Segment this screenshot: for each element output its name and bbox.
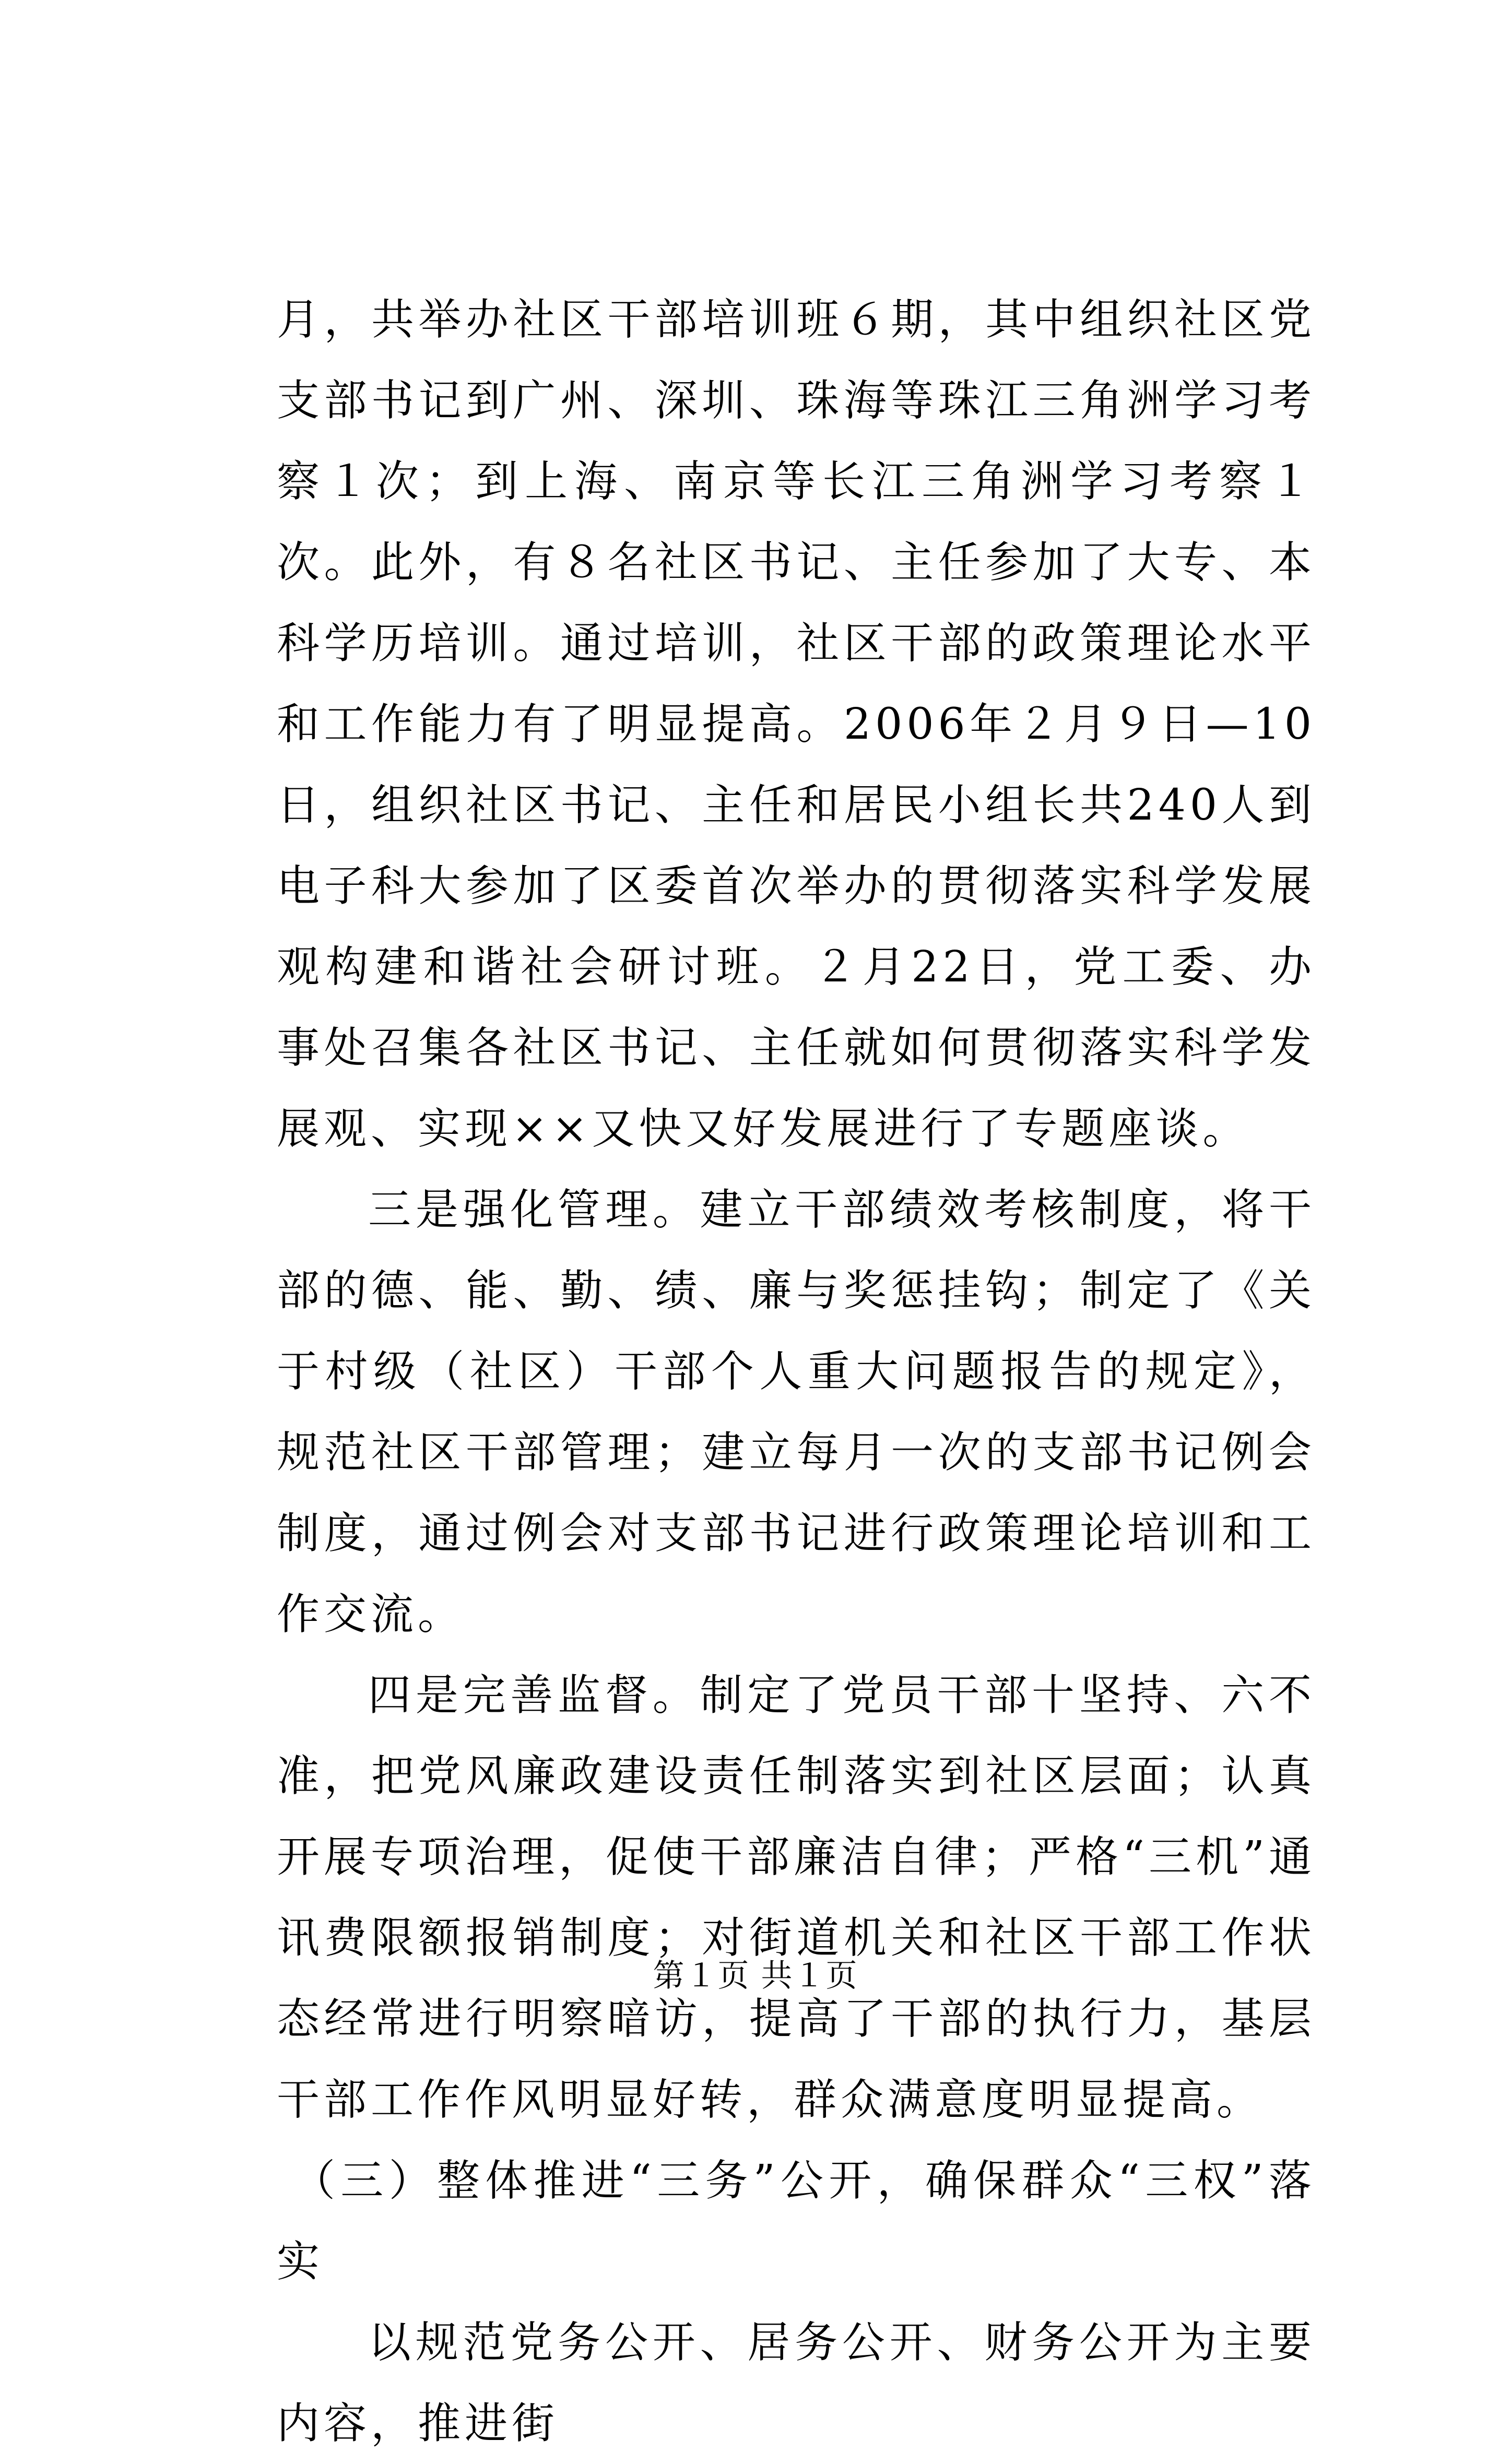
paragraph-continued: 月，共举办社区干部培训班６期，其中组织社区党支部书记到广州、深圳、珠海等珠江三角洲学习考察１次；到上海、南京等长江三角洲学习考察１次。此外，有８名社区书记、主任参加了大专、本科学历培训。通过培训，社区干部的政策理论水平和工作能力有了明显提高。2006年２月９日—10日，组织社区书记、主任和居民小组长共240人到电子科大参加了区委首次举办的贯彻落实科学发展观构建和谐社会研讨班。２月22日，党工委、办事处召集各社区书记、主任就如何贯彻落实科学发展观、实现××又快又好发展进行了专题座谈。 [277, 295, 1316, 1154]
paragraph-open-affairs: 以规范党务公开、居务公开、财务公开为主要内容，推进街 [277, 2318, 1316, 2448]
paragraph-improve-supervision: 四是完善监督。制定了党员干部十坚持、六不准，把党风廉政建设责任制落实到社区层面；认真开展专项治理，促使干部廉洁自律；严格“三机”通讯费限额报销制度；对街道机关和社区干部工作状态经常进行明察暗访，提高了干部的执行力，基层干部工作作风明显好转，群众满意度明显提高。 [277, 1671, 1316, 2125]
paragraph-strengthen-management: 三是强化管理。建立干部绩效考核制度，将干部的德、能、勤、绩、廉与奖惩挂钩；制定了《关于村级（社区）干部个人重大问题报告的规定》，规范社区干部管理；建立每月一次的支部书记例会制度，通过例会对支部书记进行政策理论培训和工作交流。 [277, 1185, 1316, 1639]
page-footer: 第１页 共１页 [653, 1958, 858, 1994]
body-text [277, 279, 1316, 2464]
section-heading: （三）整体推进“三务”公开，确保群众“三权”落实 [277, 2156, 1316, 2287]
